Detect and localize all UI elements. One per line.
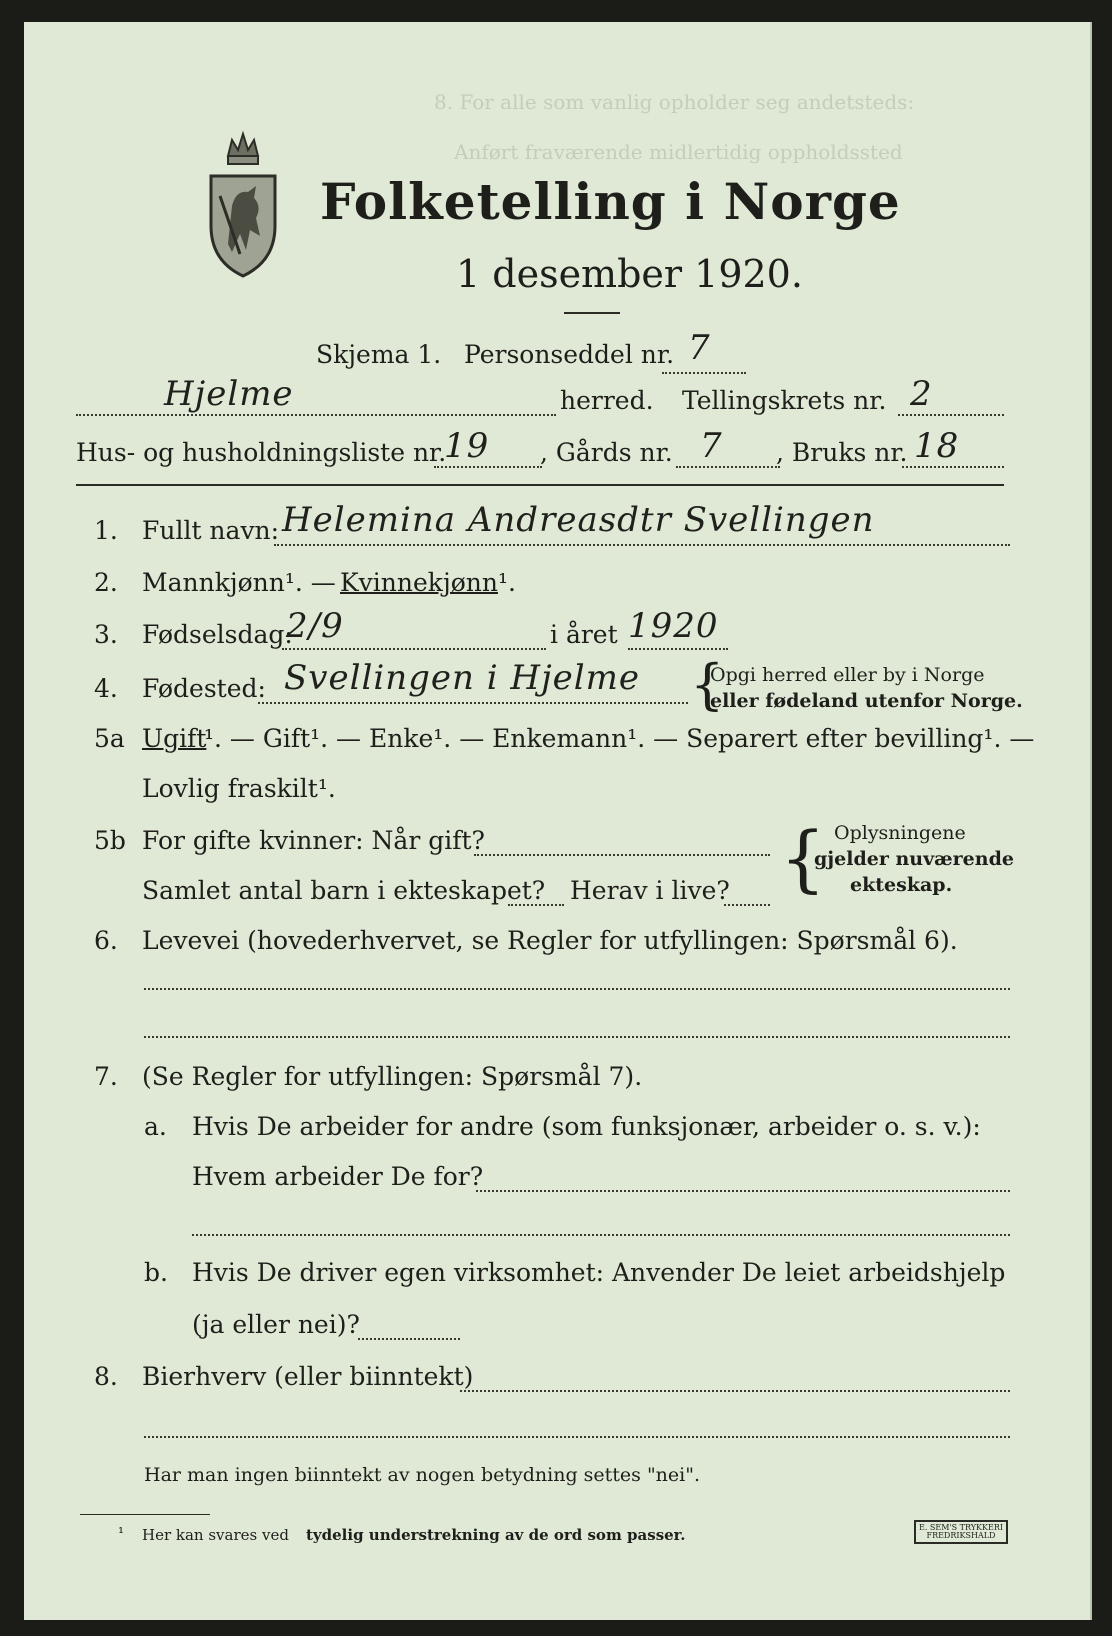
q6-answer-line-1 — [144, 988, 1010, 990]
q5b-alive-label: Herav i live? — [570, 876, 730, 905]
herred-label: herred. — [560, 386, 654, 415]
q1-number: 1. — [94, 516, 118, 545]
q2-option-male: Mannkjønn¹. — — [142, 568, 336, 597]
q5b-number: 5b — [94, 826, 126, 855]
q3-year-line — [628, 648, 728, 650]
q6-answer-line-2 — [144, 1036, 1010, 1038]
q5b-alive-line — [724, 904, 770, 906]
q4-note-brace: { — [690, 653, 725, 716]
q5a-option-ugift-underlined: Ugift — [142, 724, 207, 753]
schema-label: Skjema 1. — [316, 340, 442, 369]
personseddel-value: 7 — [688, 328, 711, 368]
gards-label: , Gårds nr. — [540, 438, 673, 467]
bruks-line — [902, 466, 1004, 468]
q8-number: 8. — [94, 1362, 118, 1391]
q8-label: Bierhverv (eller biinntekt) — [142, 1362, 474, 1391]
q5b-when-married-label: For gifte kvinner: Når gift? — [142, 826, 485, 855]
q7b-letter: b. — [144, 1258, 168, 1287]
q5b-children-label: Samlet antal barn i ekteskapet? — [142, 876, 546, 905]
footnote-rule — [80, 1514, 210, 1515]
herred-line — [76, 414, 556, 416]
q4-number: 4. — [94, 674, 118, 703]
q8-line-2 — [144, 1436, 1010, 1438]
q7a-employer-line — [476, 1190, 1010, 1192]
q5b-children-line — [508, 904, 564, 906]
q4-note-line1: Opgi herred eller by i Norge — [710, 664, 985, 686]
gards-line — [676, 466, 780, 468]
q3-line — [282, 648, 546, 650]
q2-option-female-underlined: Kvinnekjønn — [340, 568, 498, 597]
q6-label: Levevei (hovederhvervet, se Regler for utfyllingen: Spørsmål 6). — [142, 926, 958, 955]
title-divider — [564, 312, 620, 314]
q4-label: Fødested: — [142, 674, 266, 703]
q5a-option-fraskilt: Lovlig fraskilt¹. — [142, 774, 336, 803]
husliste-value: 19 — [444, 426, 490, 466]
personseddel-line — [662, 372, 746, 374]
q4-value: Svellingen i Hjelme — [284, 658, 640, 698]
q5b-when-married-line — [474, 854, 770, 856]
footnote-text-bold: tydelig understrekning av de ord som passer. — [306, 1526, 686, 1544]
q7b-question: Hvis De driver egen virksomhet: Anvender De leiet arbeidshjelp — [192, 1258, 1006, 1287]
footnote-mark: ¹ — [118, 1524, 125, 1542]
bleed-through-text: Anført fraværende midlertidig oppholdssted — [454, 140, 903, 164]
tellingskrets-label: Tellingskrets nr. — [682, 386, 887, 415]
q2-number: 2. — [94, 568, 118, 597]
tellingskrets-line — [898, 414, 1004, 416]
herred-value: Hjelme — [164, 374, 294, 414]
q5a-options: ¹. — Gift¹. — Enke¹. — Enkemann¹. — Separert efter bevilling¹. — — [204, 724, 1035, 753]
q3-year-label: i året — [550, 620, 618, 649]
q4-note-line2: eller fødeland utenfor Norge. — [710, 690, 1023, 712]
printer-stamp: E. SEM'S TRYKKERI FREDRIKSHALD — [914, 1520, 1008, 1544]
husliste-label: Hus- og husholdningsliste nr. — [76, 438, 447, 467]
bleed-through-text: 8. For alle som vanlig opholder seg andetsteds: — [434, 90, 915, 114]
q8-line — [460, 1390, 1010, 1392]
census-form-page — [24, 22, 1092, 1620]
q3-value: 2/9 — [286, 606, 344, 646]
q5b-note-line2: gjelder nuværende — [814, 848, 1014, 870]
q3-label: Fødselsdag: — [142, 620, 293, 649]
q5a-number: 5a — [94, 724, 125, 753]
norway-coat-of-arms-icon — [206, 126, 280, 278]
q5b-note-line1: Oplysningene — [834, 822, 966, 844]
form-title: Folketelling i Norge — [320, 172, 901, 231]
tellingskrets-value: 2 — [910, 374, 933, 414]
q1-value: Helemina Andreasdtr Svellingen — [282, 500, 875, 540]
q4-line — [258, 702, 688, 704]
gards-value: 7 — [700, 426, 723, 466]
q1-label: Fullt navn: — [142, 516, 280, 545]
q7a-employer-label: Hvem arbeider De for? — [192, 1162, 484, 1191]
bruks-value: 18 — [914, 426, 960, 466]
q2-footnote-mark: ¹. — [498, 568, 516, 597]
q5b-note-line3: ekteskap. — [850, 874, 953, 896]
q6-number: 6. — [94, 926, 118, 955]
bruks-label: , Bruks nr. — [776, 438, 908, 467]
q7a-letter: a. — [144, 1112, 167, 1141]
footnote-text: Her kan svares ved — [142, 1526, 289, 1544]
q7a-employer-line-2 — [192, 1234, 1010, 1236]
q3-year-value: 1920 — [628, 606, 719, 646]
q3-number: 3. — [94, 620, 118, 649]
q7b-answer-line — [358, 1338, 460, 1340]
personseddel-label: Personseddel nr. — [464, 340, 675, 369]
census-date: 1 desember 1920. — [456, 252, 803, 296]
q1-line — [274, 544, 1010, 546]
section-divider — [76, 484, 1004, 486]
no-income-note: Har man ingen biinntekt av nogen betydning settes "nei". — [144, 1464, 701, 1486]
q7b-answer-label: (ja eller nei)? — [192, 1310, 360, 1339]
q7a-question: Hvis De arbeider for andre (som funksjonær, arbeider o. s. v.): — [192, 1112, 981, 1141]
husliste-line — [434, 466, 542, 468]
q7-label: (Se Regler for utfyllingen: Spørsmål 7). — [142, 1062, 643, 1091]
q7-number: 7. — [94, 1062, 118, 1091]
q5b-note-brace: { — [780, 816, 826, 900]
